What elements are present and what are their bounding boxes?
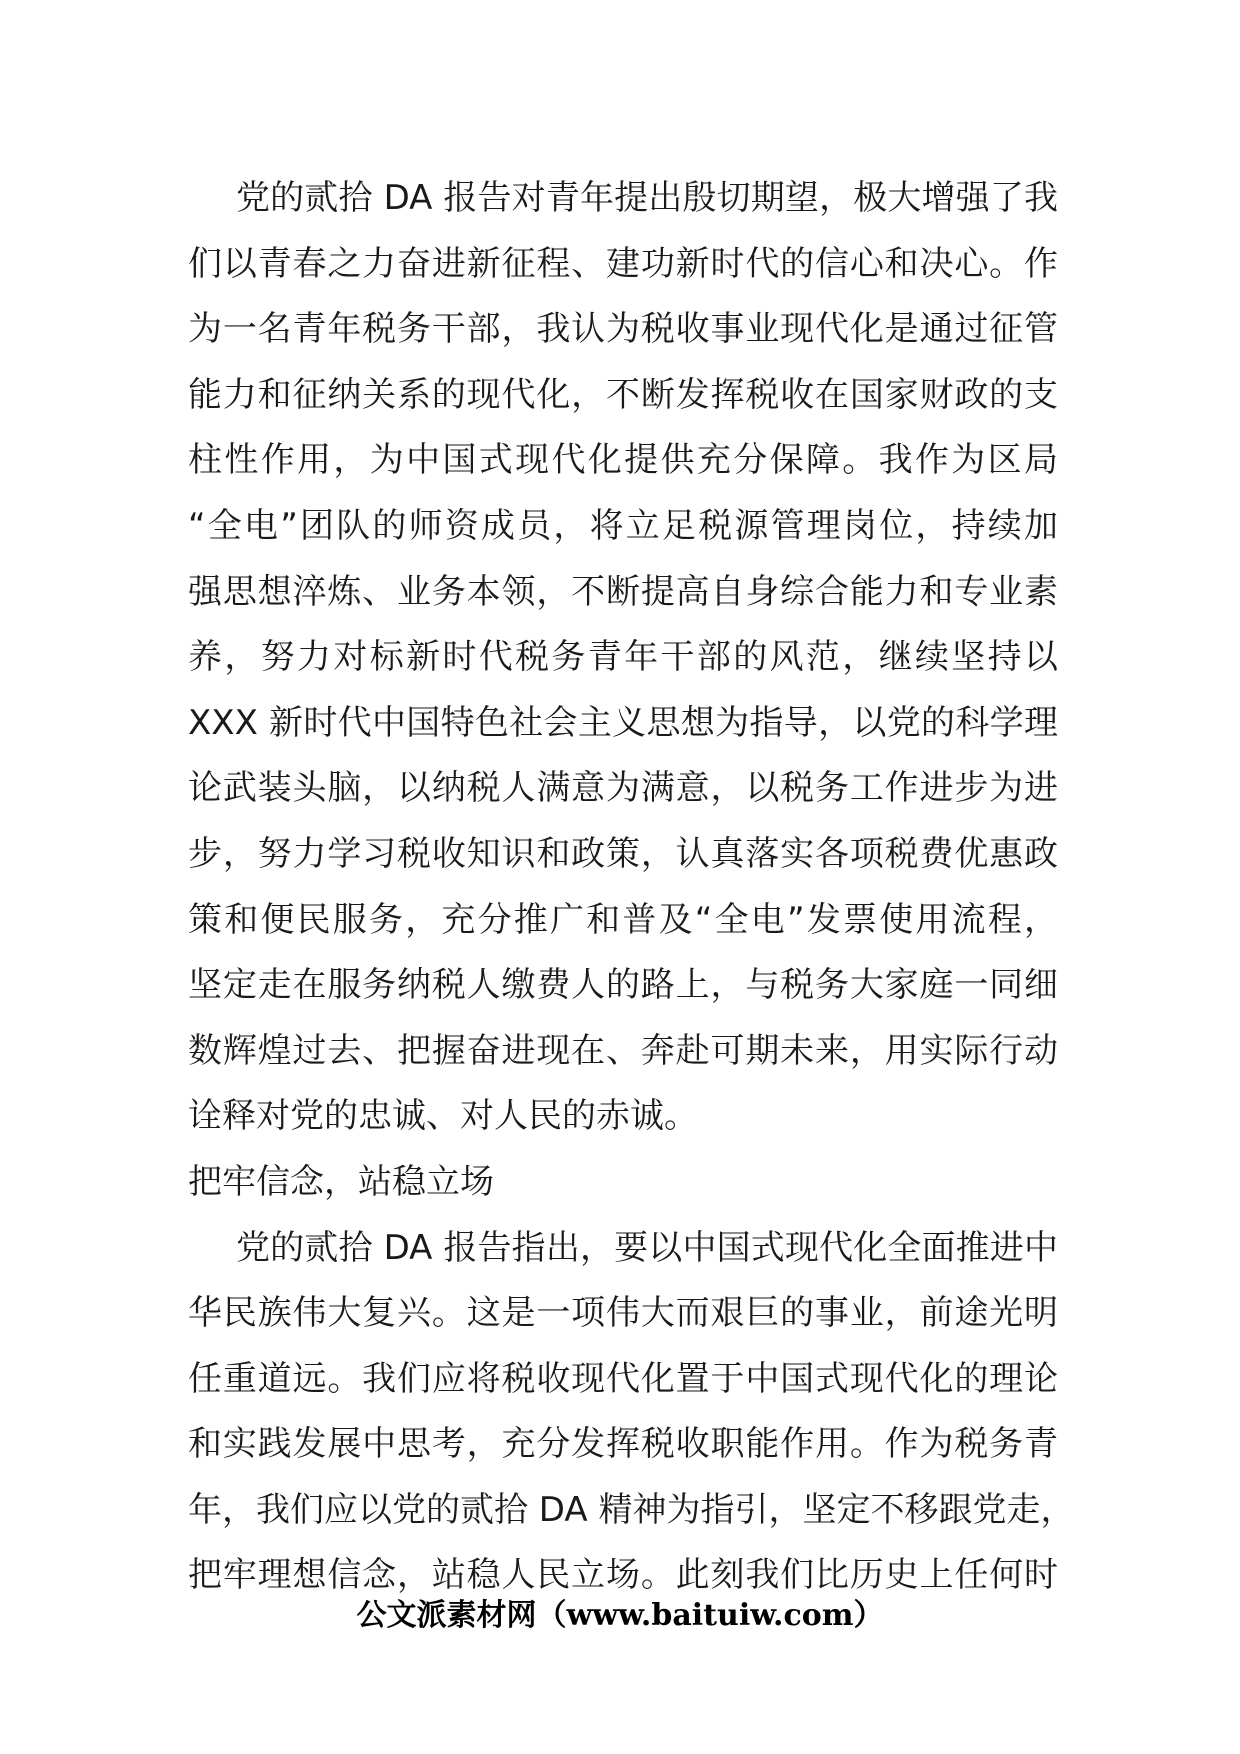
paragraph-1-line: 步，努力学习税收知识和政策，认真落实各项税费优惠政 xyxy=(188,833,1058,874)
paragraph-1-line: 柱性作用，为中国式现代化提供充分保障。我作为区局 xyxy=(188,440,1058,481)
footer-watermark: 公文派素材网（www.baituiw.com） xyxy=(356,1598,884,1633)
paragraph-2-line: 任重道远。我们应将税收现代化置于中国式现代化的理论 xyxy=(188,1358,1058,1399)
paragraph-2-line: 和实践发展中思考，充分发挥税收职能作用。作为税务青 xyxy=(188,1424,1058,1465)
paragraph-2-line: 华民族伟大复兴。这是一项伟大而艰巨的事业，前途光明 xyxy=(188,1293,1058,1334)
paragraph-1-line: 为一名青年税务干部，我认为税收事业现代化是通过征管 xyxy=(188,309,1058,350)
section-heading: 把牢信念，站稳立场 xyxy=(188,1161,494,1202)
paragraph-1-line: 养，努力对标新时代税务青年干部的风范，继续坚持以 xyxy=(188,637,1058,678)
paragraph-1-line: 能力和征纳关系的现代化，不断发挥税收在国家财政的支 xyxy=(188,374,1058,415)
paragraph-1-line: 党的贰拾 DA 报告对青年提出殷切期望，极大增强了我 xyxy=(236,178,1058,218)
paragraph-1-line: “全电”团队的师资成员，将立足税源管理岗位，持续加 xyxy=(188,505,1058,546)
document-body xyxy=(188,166,1075,1609)
paragraph-1-line: 强思想淬炼、业务本领，不断提高自身综合能力和专业素 xyxy=(188,571,1058,612)
paragraph-1-line: XXX 新时代中国特色社会主义思想为指导，以党的科学理 xyxy=(188,702,1058,743)
paragraph-1-line: 们以青春之力奋进新征程、建功新时代的信心和决心。作 xyxy=(188,243,1058,284)
paragraph-1-line: 策和便民服务，充分推广和普及“全电”发票使用流程， xyxy=(188,899,1058,940)
paragraph-1-line: 诠释对党的忠诚、对人民的赤诚。 xyxy=(188,1096,698,1137)
paragraph-2-line: 把牢理想信念，站稳人民立场。此刻我们比历史上任何时 xyxy=(188,1555,1058,1596)
paragraph-1-line: 论武装头脑，以纳税人满意为满意，以税务工作进步为进 xyxy=(188,768,1058,809)
paragraph-2-line: 党的贰拾 DA 报告指出，要以中国式现代化全面推进中 xyxy=(236,1227,1058,1268)
paragraph-1-line: 数辉煌过去、把握奋进现在、奔赴可期未来，用实际行动 xyxy=(188,1030,1058,1071)
paragraph-1-line: 坚定走在服务纳税人缴费人的路上，与税务大家庭一同细 xyxy=(188,965,1058,1006)
paragraph-2-line: 年，我们应以党的贰拾 DA 精神为指引，坚定不移跟党走， xyxy=(188,1489,1075,1530)
